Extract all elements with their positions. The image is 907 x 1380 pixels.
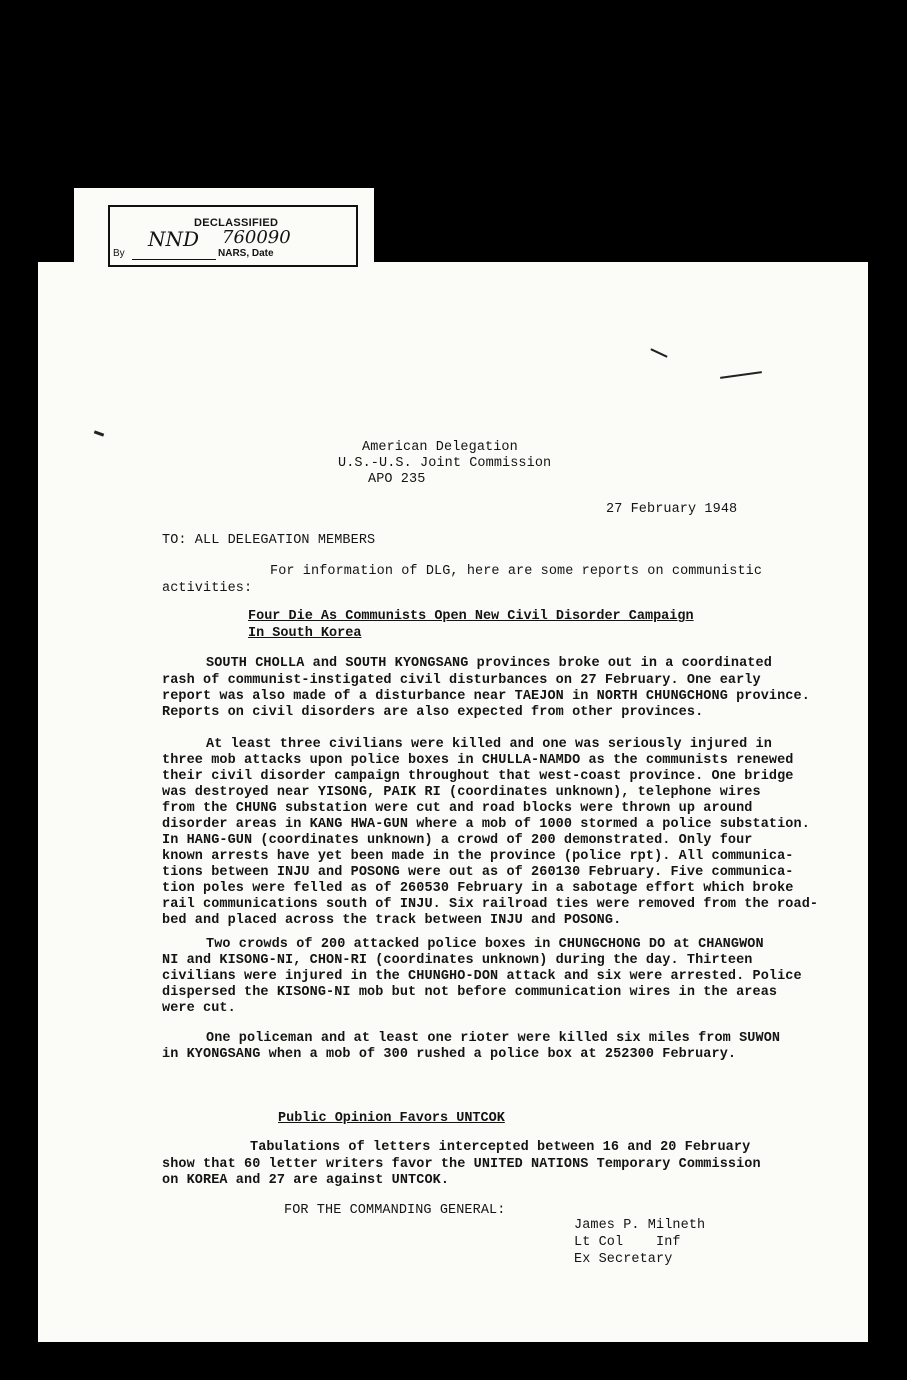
document-date: 27 February 1948 <box>606 502 738 517</box>
paragraph-line: were cut. <box>162 1001 236 1016</box>
paragraph-line: NI and KISONG-NI, CHON-RI (coordinates unknown) during the day. Thirteen <box>162 953 753 968</box>
paragraph-line: Two crowds of 200 attacked police boxes in CHUNGCHONG DO at CHANGWON <box>206 937 764 952</box>
paragraph-line: three mob attacks upon police boxes in CHULLA-NAMDO as the communists renewed <box>162 753 794 768</box>
paragraph-line: tion poles were felled as of 260530 February in a sabotage effort which broke <box>162 881 794 896</box>
paragraph-line: dispersed the KISONG-NI mob but not before communication wires in the areas <box>162 985 778 1000</box>
paragraph-line: At least three civilians were killed and one was seriously injured in <box>206 737 772 752</box>
letterhead-line-2: U.S.-U.S. Joint Commission <box>338 456 552 471</box>
intro-line: activities: <box>162 581 253 596</box>
stamp-nars-date: NARS, Date <box>218 248 274 259</box>
paragraph-line: Reports on civil disorders are also expected from other provinces. <box>162 705 704 720</box>
paragraph-line: civilians were injured in the CHUNGHO-DON attack and six were arrested. Police <box>162 969 802 984</box>
paragraph-line: from the CHUNG substation were cut and road blocks were thrown up around <box>162 801 753 816</box>
paragraph-line: on KOREA and 27 are against UNTCOK. <box>162 1173 450 1188</box>
paragraph-line: their civil disorder campaign throughout that west-coast province. One bridge <box>162 769 794 784</box>
letterhead-line-3: APO 235 <box>368 472 426 487</box>
paragraph-line: rash of communist-instigated civil disturbances on 27 February. One early <box>162 673 761 688</box>
stamp-declassified: DECLASSIFIED <box>194 217 279 229</box>
closing-line: FOR THE COMMANDING GENERAL: <box>284 1203 506 1218</box>
paragraph-line: show that 60 letter writers favor the UNITED NATIONS Temporary Commission <box>162 1157 761 1172</box>
signature-rank: Lt Col Inf <box>574 1235 681 1250</box>
section-heading: In South Korea <box>248 626 362 641</box>
intro-line: For information of DLG, here are some reports on communistic <box>270 564 763 579</box>
stamp-line <box>132 259 216 260</box>
paragraph-line: rail communications south of INJU. Six railroad ties were removed from the road- <box>162 897 819 912</box>
paragraph-line: known arrests have yet been made in the province (police rpt). All communica- <box>162 849 794 864</box>
letterhead-line-1: American Delegation <box>362 440 518 455</box>
stamp-number: 760090 <box>222 227 291 248</box>
paragraph-line: tions between INJU and POSONG were out as of 260130 February. Five communica- <box>162 865 794 880</box>
signature-title: Ex Secretary <box>574 1252 673 1267</box>
paragraph-line: One policeman and at least one rioter were killed six miles from SUWON <box>206 1031 781 1046</box>
signature-name: James P. Milneth <box>574 1218 706 1233</box>
paragraph-line: In HANG-GUN (coordinates unknown) a crowd of 200 demonstrated. Only four <box>162 833 753 848</box>
stamp-authority: NND <box>148 227 200 251</box>
paragraph-line: bed and placed across the track between INJU and POSONG. <box>162 913 622 928</box>
paragraph-line: disorder areas in KANG HWA-GUN where a mob of 1000 stormed a police substation. <box>162 817 810 832</box>
paragraph-line: was destroyed near YISONG, PAIK RI (coordinates unknown), telephone wires <box>162 785 761 800</box>
paragraph-line: in KYONGSANG when a mob of 300 rushed a police box at 252300 February. <box>162 1047 737 1062</box>
section-heading: Public Opinion Favors UNTCOK <box>278 1111 505 1126</box>
to-line: TO: ALL DELEGATION MEMBERS <box>162 533 376 548</box>
stamp-by: By <box>113 248 125 259</box>
paragraph-line: Tabulations of letters intercepted between 16 and 20 February <box>250 1140 751 1155</box>
section-heading: Four Die As Communists Open New Civil Disorder Campaign <box>248 609 694 624</box>
declassification-stamp <box>108 205 358 267</box>
paragraph-line: report was also made of a disturbance near TAEJON in NORTH CHUNGCHONG province. <box>162 689 810 704</box>
paragraph-line: SOUTH CHOLLA and SOUTH KYONGSANG provinces broke out in a coordinated <box>206 656 772 671</box>
